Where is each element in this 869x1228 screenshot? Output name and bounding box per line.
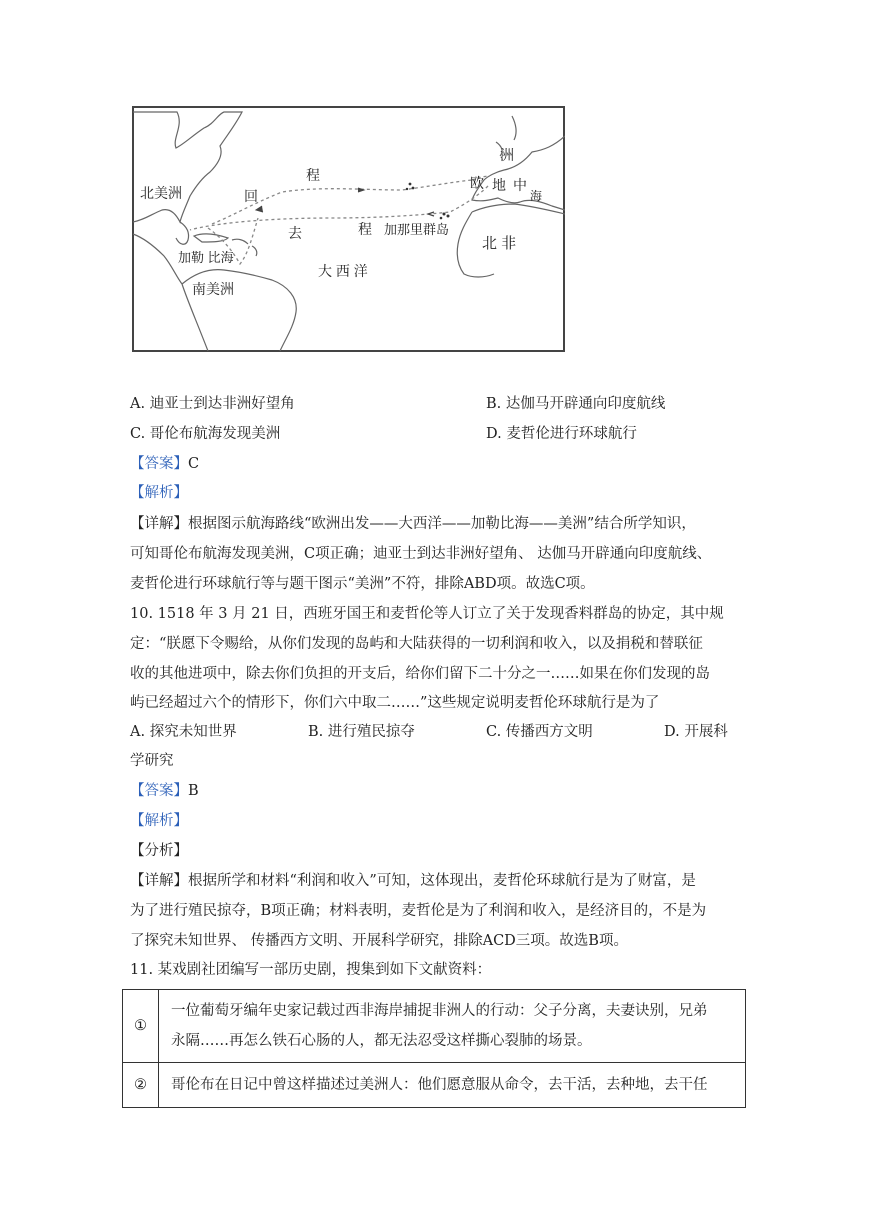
q9-detail-line-3: 麦哲伦进行环球航行等与题干图示“美洲”不符，排除ABD项。故选C项。 [130,576,595,592]
label-europe-1: 洲 [500,147,514,163]
detail-text: 根据图示航海路线“欧洲出发——大西洋——加勒比海——美洲”结合所学知识， [188,516,696,532]
source-table [122,989,746,1108]
q10-fenxi-tag: 【分析】 [130,843,188,859]
q9-option-a: A. 迪亚士到达非洲好望角 [130,396,295,412]
label-north-america: 北美洲 [140,185,182,201]
q10-option-d: D. 开展科 [664,724,728,740]
row-text [159,1063,746,1108]
q9-detail-line-1 [130,514,696,534]
row-number: ① [123,990,159,1063]
row-text-line: 哥伦布在日记中曾这样描述过美洲人：他们愿意服从命令，去干活，去种地，去干任 [171,1077,708,1093]
q9-option-d: D. 麦哲伦进行环球航行 [486,426,637,442]
q10-stem-line-3: 收的其他进项中，除去你们负担的开支后，给你们留下二十分之一……如果在你们发现的岛 [130,666,710,682]
q10-stem-line-2: 定：“朕愿下令赐给，从你们发现的岛屿和大陆获得的一切利润和收入，以及捐税和替联征 [130,636,703,652]
label-south-america: 南美洲 [192,281,234,297]
q10-detail-line-1 [130,871,696,891]
answer-value: C [188,456,200,472]
q10-analysis-tag: 【解析】 [130,813,188,829]
q9-detail-line-2: 可知哥伦布航海发现美洲，C项正确；迪亚士到达非洲好望角、 达伽马开辟通向印度航线、 [130,546,712,562]
q9-answer [130,454,199,474]
detail-text: 根据所学和材料“利润和收入”可知，这体现出，麦哲伦环球航行是为了财富，是 [188,873,696,889]
q10-stem-line-1: 10. 1518 年 3 月 21 日，西班牙国王和麦哲伦等人订立了关于发现香料群岛的协定，其中规 [130,606,724,622]
q10-detail-line-2: 为了进行殖民掠夺，B项正确；材料表明，麦哲伦是为了利润和收入，是经济目的，不是为 [130,903,707,919]
q10-option-b: B. 进行殖民掠夺 [308,724,415,740]
answer-tag: 【答案】 [130,456,188,472]
label-med-3: 海 [530,189,543,203]
q10-option-a: A. 探究未知世界 [130,724,237,740]
table-row [123,1063,746,1108]
voyage-map [132,106,565,352]
q10-answer [130,781,199,801]
q10-option-d-cont: 学研究 [130,753,174,769]
answer-value: B [188,783,199,799]
label-north-africa: 北 非 [482,235,517,252]
detail-tag: 【详解】 [130,873,188,889]
answer-tag: 【答案】 [130,783,188,799]
q11-stem: 11. 某戏剧社团编写一部历史剧，搜集到如下文献资料： [130,962,492,978]
row-text-line: 一位葡萄牙编年史家记载过西非海岸捕捉非洲人的行动：父子分离，夫妻诀别，兄弟 [171,1003,708,1019]
label-go-2: 程 [358,221,372,237]
detail-tag: 【详解】 [130,516,188,532]
table-row [123,990,746,1063]
label-med-2: 中 [513,177,527,193]
label-canary: 加那里群岛 [384,222,450,237]
row-text-line: 永隔……再怎么铁石心肠的人，都无法忍受这样撕心裂肺的场景。 [171,1033,592,1049]
label-atlantic: 大 西 洋 [318,263,368,279]
label-med-1: 地 [492,177,506,193]
label-go-1: 去 [288,225,302,241]
q10-option-c: C. 传播西方文明 [486,724,593,740]
label-caribbean: 加勒 比海 [178,250,234,265]
q9-analysis-tag: 【解析】 [130,485,188,501]
q9-option-b: B. 达伽马开辟通向印度航线 [486,396,666,412]
row-number: ② [123,1063,159,1108]
label-europe-2: 欧 [470,175,484,191]
row-text [159,990,746,1063]
label-return-1: 回 [244,188,258,204]
q10-stem-line-4: 屿已经超过六个的情形下，你们六中取二……”这些规定说明麦哲伦环球航行是为了 [130,695,660,711]
q10-detail-line-3: 了探究未知世界、 传播西方文明、开展科学研究，排除ACD三项。故选B项。 [130,933,628,949]
label-return-2: 程 [306,167,320,183]
q9-option-c: C. 哥伦布航海发现美洲 [130,426,281,442]
